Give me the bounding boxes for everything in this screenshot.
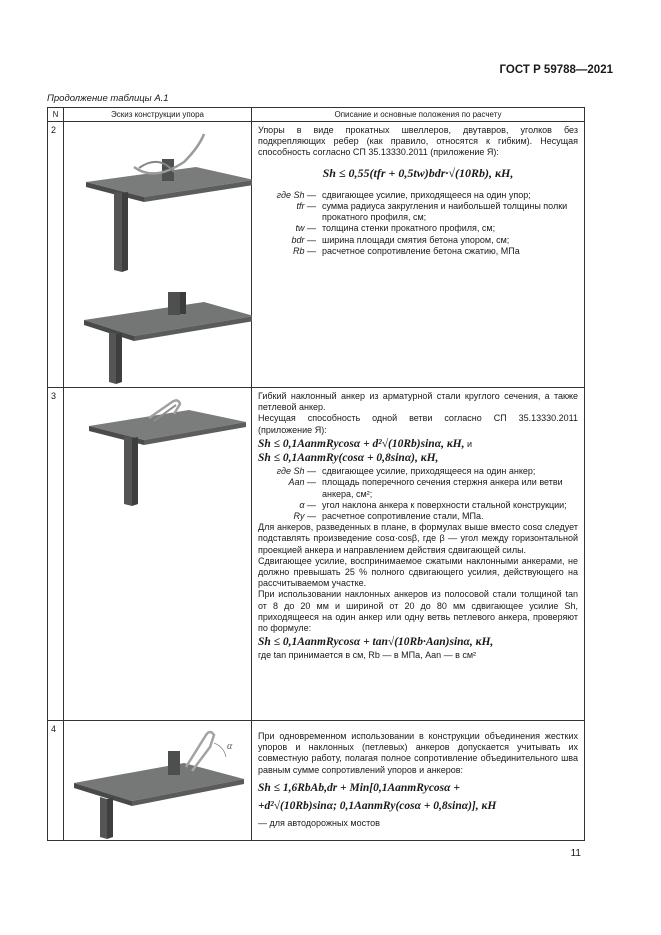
def-text: сумма радиуса закругления и наибольшей толщины полки прокатного профиля, см; <box>322 201 568 223</box>
def-symbol: где Sh — <box>276 189 316 200</box>
def-symbol: tw — <box>295 223 316 234</box>
row-number: 4 <box>48 721 64 841</box>
row3-definitions <box>258 466 578 522</box>
table-header-row <box>48 108 585 122</box>
angle-alpha-label: α <box>227 741 233 752</box>
row3-formula-2: Sh ≤ 0,1AanmRy(cosα + 0,8sinα), кН, <box>258 452 439 465</box>
def-text: расчетное сопротивление стали, МПа. <box>322 511 484 522</box>
table-row-2 <box>48 122 585 388</box>
def-symbol: Rb — <box>292 245 316 256</box>
table-row-4 <box>48 721 585 841</box>
row-number: 2 <box>48 122 64 388</box>
def-symbol: где Sh — <box>276 466 316 477</box>
row3-paragraph-3: При использовании наклонных анкеров из полосовой стали толщиной tan от 8 до 20 мм и шириной от 20 до 80 мм сдвигающее усилие Sh, приходящееся на один анкер или одну ветвь петлевого анкера, проверяют по формуле: <box>258 589 578 634</box>
sketch-combined-stop-anchor <box>64 721 252 841</box>
page-number: 11 <box>570 848 581 859</box>
description-row-4 <box>252 721 585 841</box>
row4-formula-1: Sh ≤ 1,6RbAb,dr + Min[0,1AanmRycosα + <box>258 781 460 794</box>
def-symbol: bdr — <box>291 234 316 245</box>
inclined-anchor-illustration <box>64 388 252 508</box>
row4-note: — для автодорожных мостов <box>258 818 380 829</box>
description-row-2 <box>252 122 585 388</box>
def-text: сдвигающее усилие, приходящееся на один анкер; <box>322 466 536 477</box>
row2-formula: Sh ≤ 0,55(tfr + 0,5tw)bdr·√(10Rb), кН, <box>322 165 514 180</box>
anchor-table <box>47 107 585 841</box>
def-text: ширина площади смятия бетона упором, см; <box>322 234 510 245</box>
table-caption: Продолжение таблицы А.1 <box>47 93 169 104</box>
combined-stop-anchor-illustration <box>64 721 252 840</box>
table-row-3 <box>48 388 585 721</box>
column-header-description: Описание и основные положения по расчету <box>252 108 585 122</box>
def-text: площадь поперечного сечения стержня анкера или ветви анкера, см²; <box>322 477 563 499</box>
row3-formula-1-suffix: и <box>466 438 473 449</box>
row4-formula-2: +d²√(10Rb)sinα; 0,1AanmRy(cosα + 0,8sinα)], кН <box>258 800 497 813</box>
def-text: угол наклона анкера к поверхности стальной конструкции; <box>322 499 567 510</box>
def-symbol: Aan — <box>288 477 316 488</box>
row3-note: где tan принимается в см, Rb — в МПа, Aan — в см² <box>258 650 477 661</box>
row3-paragraph-2: Сдвигающее усилие, воспринимаемое сжатыми наклонными анкерами, не должно превышать 25 % полного сдвигающего усилия, действующего на рассчитываемом участке. <box>258 555 578 589</box>
row2-intro: Упоры в виде прокатных швеллеров, двутавров, уголков без подкрепляющих ребер (как правило, относятся к гибким). Несущая способность согласно СП 35.13330.2011 (приложение Я): <box>258 125 578 158</box>
row2-definitions <box>258 190 578 257</box>
row3-intro-2: Несущая способность одной ветви согласно СП 35.13330.2011 (приложение Я): <box>258 413 578 435</box>
def-text: сдвигающее усилие, приходящееся на один упор; <box>322 189 531 200</box>
sketch-channel-stops <box>64 122 252 388</box>
row4-intro: При одновременном использовании в конструкции объединения жестких упоров и наклонных (петлевых) анкеров допускается учитывать их совместную работу, полагая полное сопротивление объединительного шва равным сумме сопротивлений упоров и анкеров: <box>258 731 578 775</box>
document-standard-number: ГОСТ Р 59788—2021 <box>499 64 613 76</box>
description-row-3 <box>252 388 585 721</box>
def-symbol: α — <box>299 499 316 510</box>
def-text: толщина стенки прокатного профиля, см; <box>322 223 496 234</box>
def-symbol: tfr — <box>296 201 316 212</box>
row3-intro-1: Гибкий наклонный анкер из арматурной стали круглого сечения, а также петлевой анкер. <box>258 391 578 413</box>
column-header-sketch: Эскиз конструкции упора <box>64 108 252 122</box>
column-header-number: N <box>48 108 64 122</box>
sketch-inclined-anchor <box>64 388 252 721</box>
def-text: расчетное сопротивление бетона сжатию, МПа <box>322 245 520 256</box>
channel-stop-illustration <box>64 122 252 387</box>
row-number: 3 <box>48 388 64 721</box>
row3-formula-3: Sh ≤ 0,1AanmRycosα + tan√(10Rb·Aan)sinα, кН, <box>258 636 494 649</box>
row3-formula-1: Sh ≤ 0,1AanmRycosα + d²√(10Rb)sinα, кН, <box>258 437 465 450</box>
row3-paragraph-1: Для анкеров, разведенных в плане, в формулах выше вместо cosα следует подставлять произведение cosα·cosβ, где β — угол между горизонтальной проекцией анкера и направлением действия сдвигающей силы. <box>258 522 578 555</box>
def-symbol: Ry — <box>293 511 316 522</box>
